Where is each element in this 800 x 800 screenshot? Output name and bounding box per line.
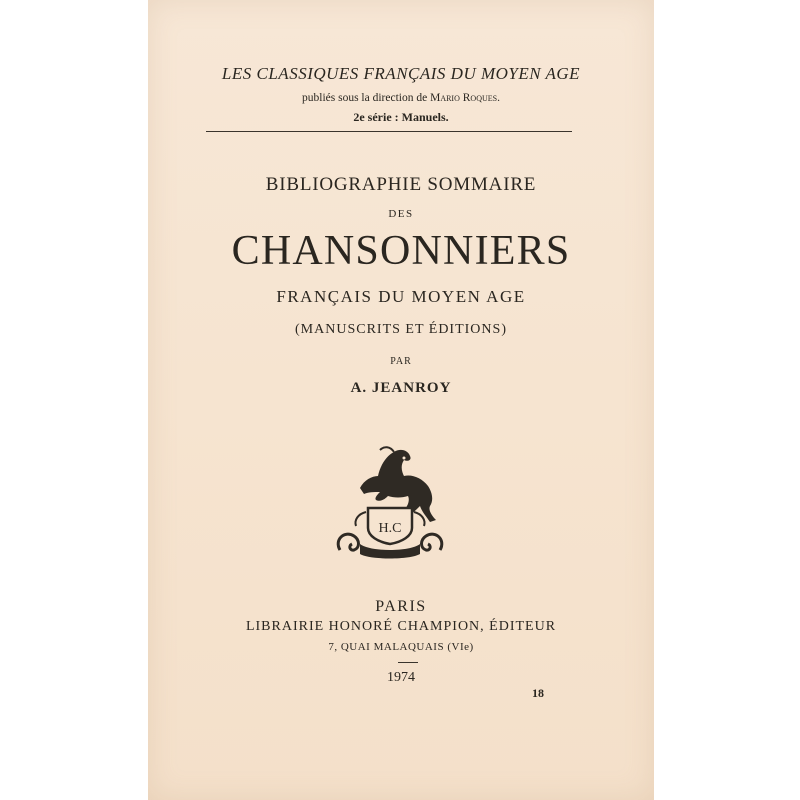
publication-year: 1974 [387, 670, 415, 685]
main-title: CHANSONNIERS [231, 228, 571, 274]
horse-crest-icon [330, 440, 450, 562]
director-name: Mario Roques. [430, 92, 500, 104]
title-line-2: DES [388, 208, 414, 220]
direction-prefix: publiés sous la direction de [302, 92, 431, 104]
title-line-4: FRANÇAIS DU MOYEN AGE [276, 287, 526, 306]
title-line-5: (MANUSCRITS ET ÉDITIONS) [295, 322, 507, 337]
title-by: PAR [390, 356, 412, 367]
book-cover [148, 0, 654, 800]
series-title: LES CLASSIQUES FRANÇAIS DU MOYEN AGE [221, 64, 581, 83]
author-name: A. JEANROY [350, 380, 452, 396]
small-divider [398, 662, 418, 663]
series-label: 2e série : Manuels. [353, 110, 449, 124]
title-line-1: BIBLIOGRAPHIE SOMMAIRE [265, 174, 537, 195]
series-direction [148, 92, 654, 104]
emblem-monogram: H.C [378, 521, 402, 536]
publisher-address: 7, QUAI MALAQUAIS (VIe) [328, 641, 474, 653]
publisher-name: LIBRAIRIE HONORÉ CHAMPION, ÉDITEUR [245, 619, 557, 634]
publisher-city: PARIS [375, 598, 427, 615]
divider-rule [206, 131, 572, 132]
volume-number: 18 [532, 686, 544, 700]
